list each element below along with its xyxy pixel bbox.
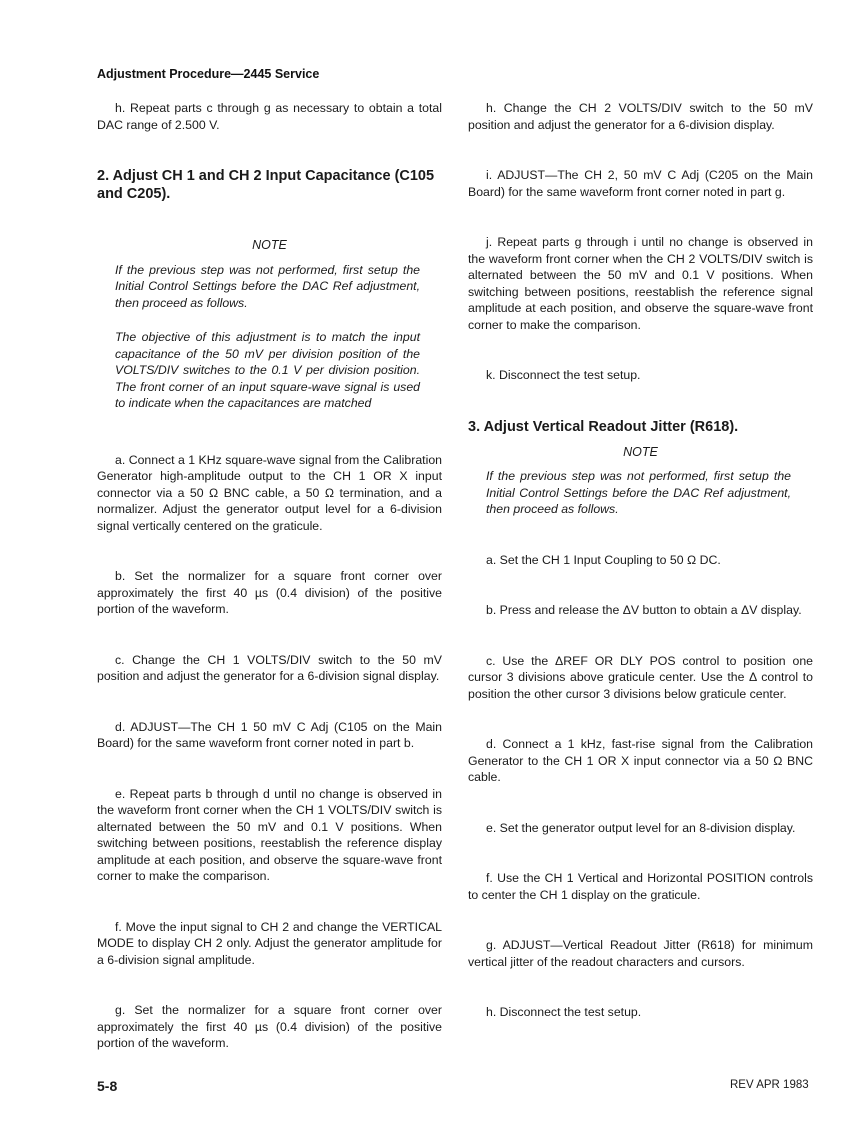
step-2f: f. Move the input signal to CH 2 and change the VERTICAL MODE to display CH 2 only. Adjust the generator amplitude for a 6-division signal amplitude. <box>97 919 442 967</box>
section-2-heading: 2. Adjust CH 1 and CH 2 Input Capacitance (C105 and C205). <box>97 168 435 202</box>
note-title-2: NOTE <box>623 444 658 459</box>
running-header: Adjustment Procedure—2445 Service <box>97 67 320 81</box>
step-2c: c. Change the CH 1 VOLTS/DIV switch to the 50 mV position and adjust the generator for a 6-division signal display. <box>97 652 442 683</box>
note-text-2: The objective of this adjustment is to match the input capacitance of the 50 mV per division position of the VOLTS/DIV switches to the 0.1 V per division position. The front corner of an input square-wave signal is used to indicate when the capacitances are matched <box>115 330 420 410</box>
step-3f: f. Use the CH 1 Vertical and Horizontal POSITION controls to center the CH 1 display on the graticule. <box>468 871 813 902</box>
step-2g: g. Set the normalizer for a square front corner over approximately the first 40 µs (0.4 division) of the positive portion of the waveform. <box>97 1003 442 1050</box>
note-title: NOTE <box>252 238 287 252</box>
step-1h: h. Repeat parts c through g as necessary to obtain a total DAC range of 2.500 V. <box>97 101 442 132</box>
step-2k: k. Disconnect the test setup. <box>486 368 641 382</box>
step-2i: i. ADJUST—The CH 2, 50 mV C Adj (C205 on the Main Board) for the same waveform front corner noted in part g. <box>468 168 813 199</box>
step-3h: h. Disconnect the test setup. <box>486 1005 642 1019</box>
section-3-heading: 3. Adjust Vertical Readout Jitter (R618). <box>468 418 739 435</box>
note-text-1: If the previous step was not performed, first setup the Initial Control Settings before the DAC Ref adjustment, then proceed as follows. <box>115 262 420 310</box>
step-2h: h. Change the CH 2 VOLTS/DIV switch to the 50 mV position and adjust the generator for a 6-division display. <box>468 101 813 132</box>
step-2e: e. Repeat parts b through d until no change is observed in the waveform front corner when the CH 1 VOLTS/DIV switch is alternated between the 50 mV and 0.1 V positions. When switching between positions, reestablish the reference display amplitude at each position, and observe the square-wave front corner to make the comparison. <box>97 786 442 883</box>
step-3b: b. Press and release the ΔV button to obtain a ΔV display. <box>486 603 802 617</box>
revision-date: REV APR 1983 <box>730 1079 809 1091</box>
left-column <box>97 100 442 1052</box>
step-2b: b. Set the normalizer for a square front corner over approximately the first 40 µs (0.4 division) of the positive portion of the waveform. <box>97 569 442 616</box>
step-3g: g. ADJUST—Vertical Readout Jitter (R618) for minimum vertical jitter of the readout characters and cursors. <box>468 938 813 969</box>
step-3a: a. Set the CH 1 Input Coupling to 50 Ω DC. <box>486 552 721 567</box>
step-2j: j. Repeat parts g through i until no change is observed in the waveform front corner when the CH 2 VOLTS/DIV switch is alternated between the 50 mV and 0.1 V positions. When switching between positions, reestablish the reference signal amplitude at each position, and observe the square-wave front corner to make the comparison. <box>468 235 813 332</box>
step-3d: d. Connect a 1 kHz, fast-rise signal from the Calibration Generator to the CH 1 OR X input connector via a 50 Ω BNC cable. <box>468 737 813 784</box>
note-text-3: If the previous step was not performed, first setup the Initial Control Settings before the DAC Ref adjustment, then proceed as follows. <box>486 469 791 516</box>
right-column <box>468 100 813 1021</box>
step-2d: d. ADJUST—The CH 1 50 mV C Adj (C105 on the Main Board) for the same waveform front corner noted in part b. <box>97 719 442 750</box>
step-3e: e. Set the generator output level for an 8-division display. <box>486 820 796 835</box>
page-number: 5-8 <box>97 1078 118 1094</box>
step-3c: c. Use the ΔREF OR DLY POS control to position one cursor 3 divisions above graticule center. Use the Δ control to position the other cursor 3 divisions below graticule center. <box>468 653 813 701</box>
step-2a: a. Connect a 1 KHz square-wave signal from the Calibration Generator high-amplitude output to the CH 1 OR X input connector via a 50 Ω BNC cable, a 50 Ω termination, and a normalizer. Adjust the generator output level for a 6-division signal vertically centered on the graticule. <box>97 452 442 533</box>
